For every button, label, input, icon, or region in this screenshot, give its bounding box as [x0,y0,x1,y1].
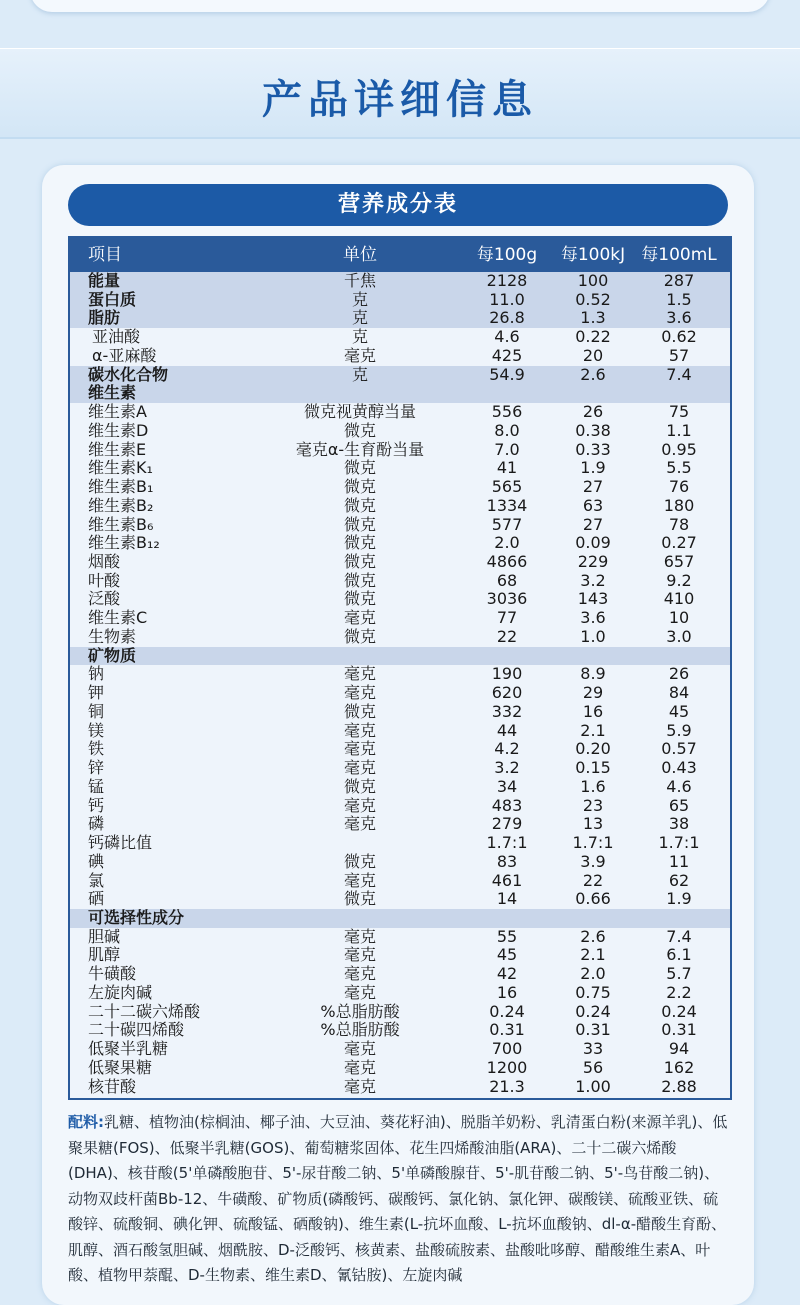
row-unit: 微克视黄醇当量 [303,402,416,422]
row-per-100g: 556 [491,402,523,422]
row-per-100g: 3.2 [494,758,520,778]
row-per-100ml: 4.6 [666,776,692,796]
row-unit: 克 [351,327,368,347]
row-per-100ml: 10 [668,608,690,628]
table-row [70,834,730,853]
row-per-100kj: 1.3 [580,308,606,328]
row-name: 锌 [88,758,105,778]
row-unit: 毫克 [343,664,376,684]
row-per-100kj: 1.6 [580,776,606,796]
table-row [70,441,730,460]
row-per-100kj: 27 [582,514,604,534]
row-unit: 毫克 [343,1039,376,1059]
row-per-100kj: 16 [582,701,604,721]
row-name: 左旋肉碱 [88,982,153,1002]
row-per-100kj: 26 [582,402,604,422]
row-name: 铜 [88,701,105,721]
row-name: 蛋白质 [88,289,137,309]
row-per-100kj: 3.9 [580,851,606,871]
row-per-100g: 279 [491,814,523,834]
row-per-100ml: 26 [668,664,690,684]
header-per-100g: 每100g [476,245,538,265]
row-per-100g: 21.3 [489,1076,525,1096]
row-per-100kj: 1.7:1 [572,833,614,853]
table-row [70,984,730,1003]
row-per-100kj: 100 [577,271,609,290]
row-per-100kj: 3.6 [580,608,606,628]
table-row [70,965,730,984]
row-per-100kj: 2.1 [580,945,606,965]
table-row [70,946,730,965]
table-row [70,703,730,722]
row-unit: 微克 [343,514,376,534]
row-per-100ml: 11 [668,851,690,871]
row-name: 泛酸 [88,589,121,609]
table-row [70,497,730,516]
row-name: 维生素B₁ [88,477,154,497]
table-row [70,740,730,759]
header-unit: 单位 [343,245,377,265]
row-unit: 毫克 [343,926,376,946]
row-per-100g: 54.9 [489,364,525,384]
row-unit: 毫克 [343,1076,376,1096]
row-name: 核苷酸 [88,1076,137,1096]
row-per-100kj: 1.00 [575,1076,611,1096]
row-per-100kj: 0.09 [575,533,611,553]
row-per-100kj: 1.9 [580,458,606,478]
row-per-100g: 26.8 [489,308,525,328]
row-name: 亚油酸 [92,327,141,347]
row-unit: 毫克 [343,982,376,1002]
row-per-100g: 22 [496,626,518,646]
table-row [70,309,730,328]
row-per-100kj: 20 [582,345,604,365]
row-per-100g: 190 [491,664,523,684]
table-row [70,684,730,703]
table-row [70,609,730,628]
table-row [70,403,730,422]
row-per-100ml: 0.24 [661,1001,697,1021]
row-name: 铁 [88,739,105,759]
row-name: 钙 [88,795,105,815]
table-row [70,1078,730,1097]
row-per-100kj: 0.20 [575,739,611,759]
table-row [70,928,730,947]
row-per-100g: 2128 [486,271,528,290]
table-row [70,347,730,366]
row-per-100kj: 56 [582,1057,604,1077]
row-per-100g: 8.0 [494,420,520,440]
row-name: 钠 [88,664,105,684]
row-per-100ml: 657 [663,552,695,572]
row-per-100kj: 23 [582,795,604,815]
row-per-100g: 11.0 [489,289,525,309]
row-per-100g: 425 [491,345,523,365]
row-per-100g: 577 [491,514,523,534]
row-per-100kj: 8.9 [580,664,606,684]
row-per-100ml: 5.7 [666,964,692,984]
row-per-100g: 1200 [486,1057,528,1077]
table-row [70,422,730,441]
table-title: 营养成分表 [68,184,728,226]
row-name: 碳水化合物 [88,364,169,384]
table-row [70,665,730,684]
row-per-100g: 461 [491,870,523,890]
table-header [70,238,730,272]
row-per-100g: 4866 [486,552,528,572]
table-row [70,1021,730,1040]
row-per-100g: 620 [491,683,523,703]
row-unit: 毫克 [343,814,376,834]
row-unit: 微克 [343,889,376,909]
table-row [70,759,730,778]
row-per-100g: 0.31 [489,1020,525,1040]
row-per-100ml: 5.5 [666,458,692,478]
row-name: 胆碱 [88,926,121,946]
row-per-100kj: 3.2 [580,570,606,590]
row-per-100ml: 78 [668,514,690,534]
row-unit: 微克 [343,851,376,871]
table-row [70,459,730,478]
ingredients-label: 配料: [68,1113,104,1131]
row-unit: 克 [351,289,368,309]
row-per-100g: 77 [496,608,518,628]
row-unit: 微克 [343,533,376,553]
table-row [70,366,730,385]
row-name: 碘 [88,851,105,871]
row-per-100kj: 2.6 [580,926,606,946]
row-name: 叶酸 [88,570,121,590]
table-row [70,1059,730,1078]
table-row [70,384,730,403]
row-per-100ml: 7.4 [666,926,692,946]
row-name: 脂肪 [88,308,121,328]
table-row [70,1040,730,1059]
row-per-100g: 55 [496,926,518,946]
row-per-100kj: 63 [582,495,604,515]
table-body [70,272,730,1096]
row-unit: 毫克 [343,795,376,815]
row-per-100kj: 2.6 [580,364,606,384]
row-per-100kj: 229 [577,552,609,572]
row-name: 磷 [88,814,105,834]
row-per-100g: 7.0 [494,439,520,459]
row-name: 维生素B₆ [88,514,154,534]
row-name: 矿物质 [88,645,137,665]
row-per-100ml: 94 [668,1039,690,1059]
row-per-100g: 4.6 [494,327,520,347]
row-per-100ml: 6.1 [666,945,692,965]
row-per-100ml: 9.2 [666,570,692,590]
row-per-100g: 68 [496,570,518,590]
row-name: 生物素 [88,626,137,646]
row-unit: 毫克 [343,1057,376,1077]
table-row [70,722,730,741]
row-per-100g: 14 [496,889,518,909]
row-per-100ml: 410 [663,589,695,609]
table-row [70,628,730,647]
row-per-100kj: 0.31 [575,1020,611,1040]
row-per-100ml: 1.1 [666,420,692,440]
row-name: 肌醇 [88,945,121,965]
row-name: 维生素D [88,420,149,440]
row-name: 维生素 [88,383,137,403]
row-per-100g: 44 [496,720,518,740]
table-row [70,647,730,666]
row-per-100ml: 45 [668,701,690,721]
row-name: 维生素C [88,608,148,628]
header-name: 项目 [88,245,122,265]
ingredients-text [68,1110,733,1289]
row-per-100g: 3036 [486,589,528,609]
row-per-100ml: 0.95 [661,439,697,459]
ingredients-list: 乳糖、植物油(棕榈油、椰子油、大豆油、葵花籽油)、脱脂羊奶粉、乳清蛋白粉(来源羊乳)、低聚果糖(FOS)、低聚半乳糖(GOS)、葡萄糖浆固体、花生四烯酸油脂(ARA)、二十二碳六烯酸(DHA)、核苷酸(5'单磷酸胞苷、5'-尿苷酸二钠、5'单磷酸腺苷、5'-肌苷酸二钠、5'-鸟苷酸二钠)、动物双歧杆菌Bb-12、牛磺酸、矿物质(磷酸钙、碳酸钙、氯化钠、氯化钾、碳酸镁、硫酸亚铁、硫酸锌、硫酸铜、碘化钾、硫酸锰、硒酸钠)、维生素(L-抗坏血酸、L-抗坏血酸钠、dl-α-醋酸生育酚、肌醇、酒石酸氢胆碱、烟酰胺、D-泛酸钙、核黄素、盐酸硫胺素、盐酸吡哆醇、醋酸维生素A、叶酸、植物甲萘醌、D-生物素、维生素D、氰钴胺)、左旋肉碱 [68,1113,728,1284]
row-name: 钙磷比值 [88,833,153,853]
row-unit: 毫克 [343,870,376,890]
page-title: 产品详细信息 [262,77,538,123]
row-per-100g: 565 [491,477,523,497]
row-name: 低聚果糖 [88,1057,153,1077]
row-unit: 克 [351,308,368,328]
row-unit: 微克 [343,495,376,515]
table-row [70,590,730,609]
row-per-100kj: 27 [582,477,604,497]
row-per-100ml: 3.0 [666,626,692,646]
row-per-100g: 41 [496,458,518,478]
row-name: 牛磺酸 [88,964,137,984]
row-unit: 毫克 [343,945,376,965]
row-per-100ml: 0.62 [661,327,697,347]
row-per-100ml: 84 [668,683,690,703]
row-unit: %总脂肪酸 [320,1001,400,1021]
row-name: 低聚半乳糖 [88,1039,169,1059]
row-per-100ml: 180 [663,495,695,515]
row-per-100g: 45 [496,945,518,965]
row-per-100ml: 287 [663,271,695,290]
row-per-100g: 483 [491,795,523,815]
row-per-100kj: 0.15 [575,758,611,778]
table-row [70,572,730,591]
row-per-100ml: 57 [668,345,690,365]
table-row [70,328,730,347]
row-unit: 克 [351,364,368,384]
row-unit: 微克 [343,701,376,721]
row-name: 硒 [88,889,105,909]
header-per-100kj: 每100kJ [560,245,626,265]
row-per-100ml: 2.2 [666,982,692,1002]
table-row [70,890,730,909]
row-per-100ml: 62 [668,870,690,890]
row-per-100g: 2.0 [494,533,520,553]
table-row [70,909,730,928]
header-per-100ml: 每100mL [641,245,717,265]
row-name: 维生素A [88,402,147,422]
row-per-100g: 34 [496,776,518,796]
row-per-100g: 4.2 [494,739,520,759]
row-unit: 微克 [343,776,376,796]
row-per-100g: 700 [491,1039,523,1059]
row-name: 可选择性成分 [88,907,185,927]
row-per-100kj: 2.1 [580,720,606,740]
nutrition-table [68,236,732,1100]
row-name: 二十二碳六烯酸 [88,1001,201,1021]
row-per-100kj: 0.75 [575,982,611,1002]
row-per-100g: 42 [496,964,518,984]
row-name: 维生素B₁₂ [88,533,160,553]
table-row [70,553,730,572]
row-name: 镁 [88,720,105,740]
table-row [70,778,730,797]
row-unit: 千焦 [343,271,376,290]
row-per-100g: 0.24 [489,1001,525,1021]
row-unit: 毫克α-生育酚当量 [295,439,425,459]
row-per-100ml: 3.6 [666,308,692,328]
row-per-100ml: 0.27 [661,533,697,553]
row-name: 锰 [88,776,105,796]
row-per-100g: 1334 [486,495,528,515]
row-unit: 微克 [343,570,376,590]
row-per-100ml: 65 [668,795,690,815]
row-name: 二十碳四烯酸 [88,1020,185,1040]
table-row [70,272,730,291]
row-name: 氯 [88,870,105,890]
table-row [70,291,730,310]
row-per-100kj: 0.22 [575,327,611,347]
row-per-100ml: 5.9 [666,720,692,740]
table-row [70,872,730,891]
row-unit: %总脂肪酸 [320,1020,400,1040]
row-per-100kj: 33 [582,1039,604,1059]
row-name: α-亚麻酸 [92,345,157,365]
row-per-100kj: 0.24 [575,1001,611,1021]
row-unit: 毫克 [343,720,376,740]
row-per-100ml: 2.88 [661,1076,697,1096]
row-per-100kj: 1.0 [580,626,606,646]
row-unit: 毫克 [343,345,376,365]
row-per-100ml: 0.57 [661,739,697,759]
row-per-100ml: 0.43 [661,758,697,778]
table-row [70,534,730,553]
row-unit: 微克 [343,552,376,572]
row-per-100ml: 1.5 [666,289,692,309]
row-per-100ml: 162 [663,1057,695,1077]
row-per-100g: 16 [496,982,518,1002]
row-per-100ml: 75 [668,402,690,422]
row-per-100g: 1.7:1 [486,833,528,853]
row-unit: 毫克 [343,739,376,759]
row-unit: 毫克 [343,758,376,778]
row-unit: 微克 [343,626,376,646]
table-row [70,853,730,872]
row-name: 能量 [88,271,121,290]
table-row [70,516,730,535]
row-per-100kj: 143 [577,589,609,609]
row-unit: 微克 [343,420,376,440]
row-unit: 微克 [343,477,376,497]
row-name: 维生素B₂ [88,495,154,515]
row-per-100kj: 29 [582,683,604,703]
row-name: 烟酸 [88,552,121,572]
table-row [70,478,730,497]
row-per-100ml: 1.7:1 [658,833,700,853]
row-unit: 毫克 [343,964,376,984]
row-unit: 微克 [343,458,376,478]
row-per-100kj: 0.33 [575,439,611,459]
top-card [30,0,770,12]
row-per-100g: 83 [496,851,518,871]
row-per-100g: 332 [491,701,523,721]
row-per-100ml: 38 [668,814,690,834]
row-unit: 微克 [343,589,376,609]
row-per-100ml: 0.31 [661,1020,697,1040]
row-per-100ml: 76 [668,477,690,497]
row-per-100kj: 22 [582,870,604,890]
row-name: 钾 [88,683,105,703]
row-per-100kj: 2.0 [580,964,606,984]
row-per-100ml: 1.9 [666,889,692,909]
row-per-100kj: 0.66 [575,889,611,909]
table-row [70,815,730,834]
row-name: 维生素K₁ [88,458,153,478]
row-per-100kj: 13 [582,814,604,834]
row-per-100ml: 7.4 [666,364,692,384]
table-row [70,1003,730,1022]
table-row [70,797,730,816]
row-unit: 毫克 [343,683,376,703]
row-per-100kj: 0.38 [575,420,611,440]
row-unit: 毫克 [343,608,376,628]
row-per-100kj: 0.52 [575,289,611,309]
row-name: 维生素E [88,439,147,459]
